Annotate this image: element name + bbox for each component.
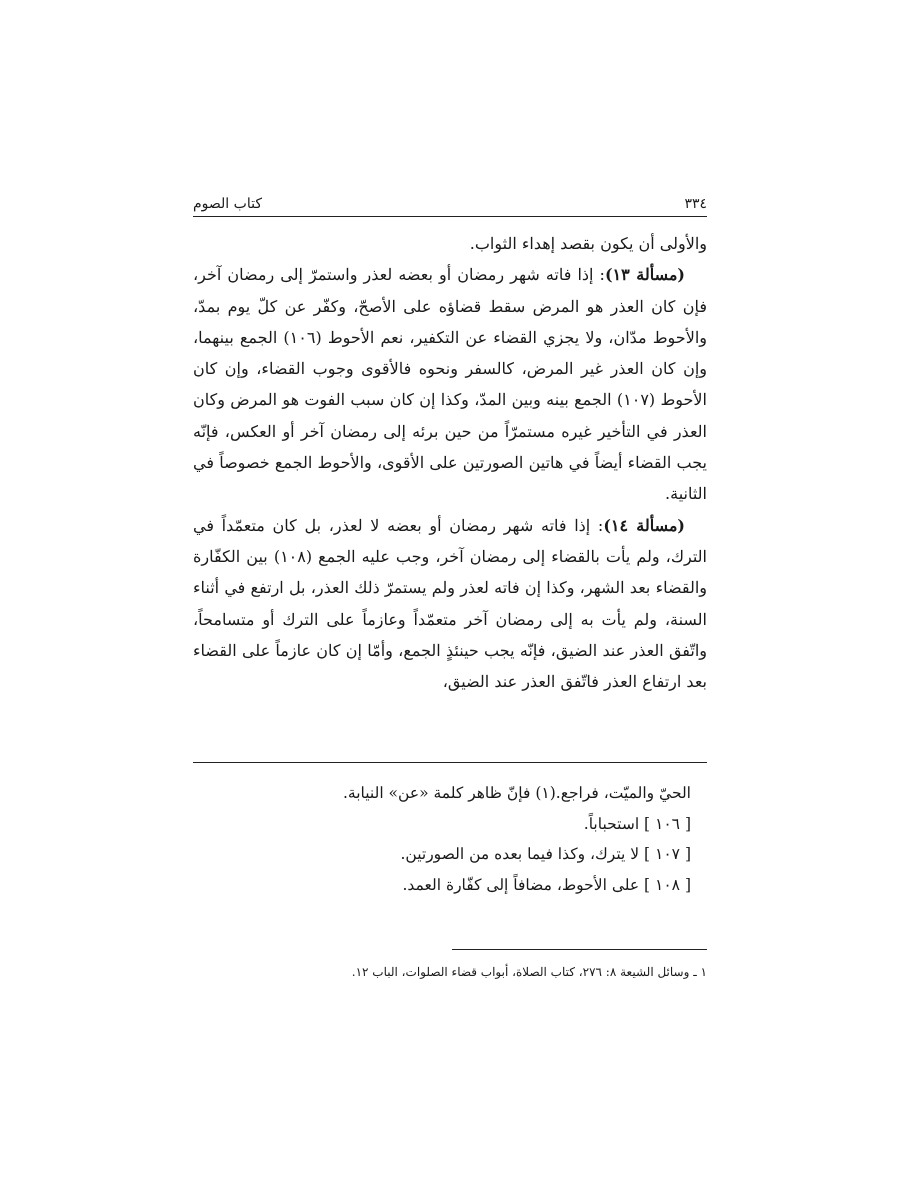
main-text bbox=[193, 228, 707, 697]
page-header bbox=[193, 188, 707, 212]
masala-14-text: : إذا فاته شهر رمضان أو بعضه لا لعذر، بل كان متعمّداً في الترك، ولم يأت بالقضاء إلى رمضان آخر، وجب عليه الجمع (١٠٨) بين الكفّارة والقضاء بعد الشهر، وكذا إن فاته لعذر ولم يستمرّ ذلك العذر، بل ارتفع في أثناء السنة، ولم يأت به إلى رمضان آخر متعمّداً وعازماً على الترك أو متسامحاً، واتّفق العذر عند الضيق، فإنّه يجب حينئذٍ الجمع، وأمّا إن كان عازماً على القضاء بعد ارتفاع العذر فاتّفق العذر عند الضيق، bbox=[193, 515, 707, 692]
page-number: ٣٣٤ bbox=[684, 196, 707, 212]
note-107: [ ١٠٧ ] لا يترك، وكذا فيما بعده من الصورتين. bbox=[400, 845, 691, 863]
running-title: كتاب الصوم bbox=[193, 196, 262, 212]
masala-14-label: (مسألة ١٤) bbox=[603, 515, 685, 535]
note-106: [ ١٠٦ ] استحباباً. bbox=[583, 814, 691, 833]
notes-divider bbox=[193, 762, 707, 763]
commentary-notes bbox=[193, 778, 707, 900]
masala-13-label: (مسألة ١٣) bbox=[604, 265, 686, 285]
masala-13-text: : إذا فاته شهر رمضان أو بعضه لعذر واستمرّ إلى رمضان آخر، فإن كان العذر هو المرض سقط قضاؤه على الأصحّ، وكفّر عن كلّ يوم بمدّ، والأحوط مدّان، ولا يجزي القضاء عن التكفير، نعم الأحوط (١٠٦) الجمع بينهما، وإن كان العذر غير المرض، كالسفر ونحوه فالأقوى وجوب القضاء، وإن كان الأحوط (١٠٧) الجمع بينه وبين المدّ، وكذا إن كان سبب الفوت هو المرض وكان العذر في التأخير غيره مستمرّاً من حين برئه إلى رمضان آخر أو العكس، فإنّه يجب القضاء أيضاً في هاتين الصورتين على الأقوى، والأحوط الجمع خصوصاً في الثانية. bbox=[193, 265, 708, 504]
footnote-divider bbox=[452, 949, 707, 950]
paragraph-masala-13 bbox=[193, 259, 707, 509]
header-rule bbox=[193, 216, 707, 217]
footnote: ١ ـ وسائل الشيعة ٨: ٢٧٦، كتاب الصلاة، أبواب قضاء الصلوات، الباب ١٢. bbox=[351, 965, 707, 979]
paragraph-1: والأولى أن يكون بقصد إهداء الثواب. bbox=[469, 234, 707, 253]
paragraph-masala-14 bbox=[193, 510, 707, 698]
note-108: [ ١٠٨ ] على الأحوط، مضافاً إلى كفّارة العمد. bbox=[402, 875, 691, 894]
note-line: الحيّ والميّت، فراجع.(١) فإنّ ظاهر كلمة «عن» النيابة. bbox=[342, 784, 691, 802]
